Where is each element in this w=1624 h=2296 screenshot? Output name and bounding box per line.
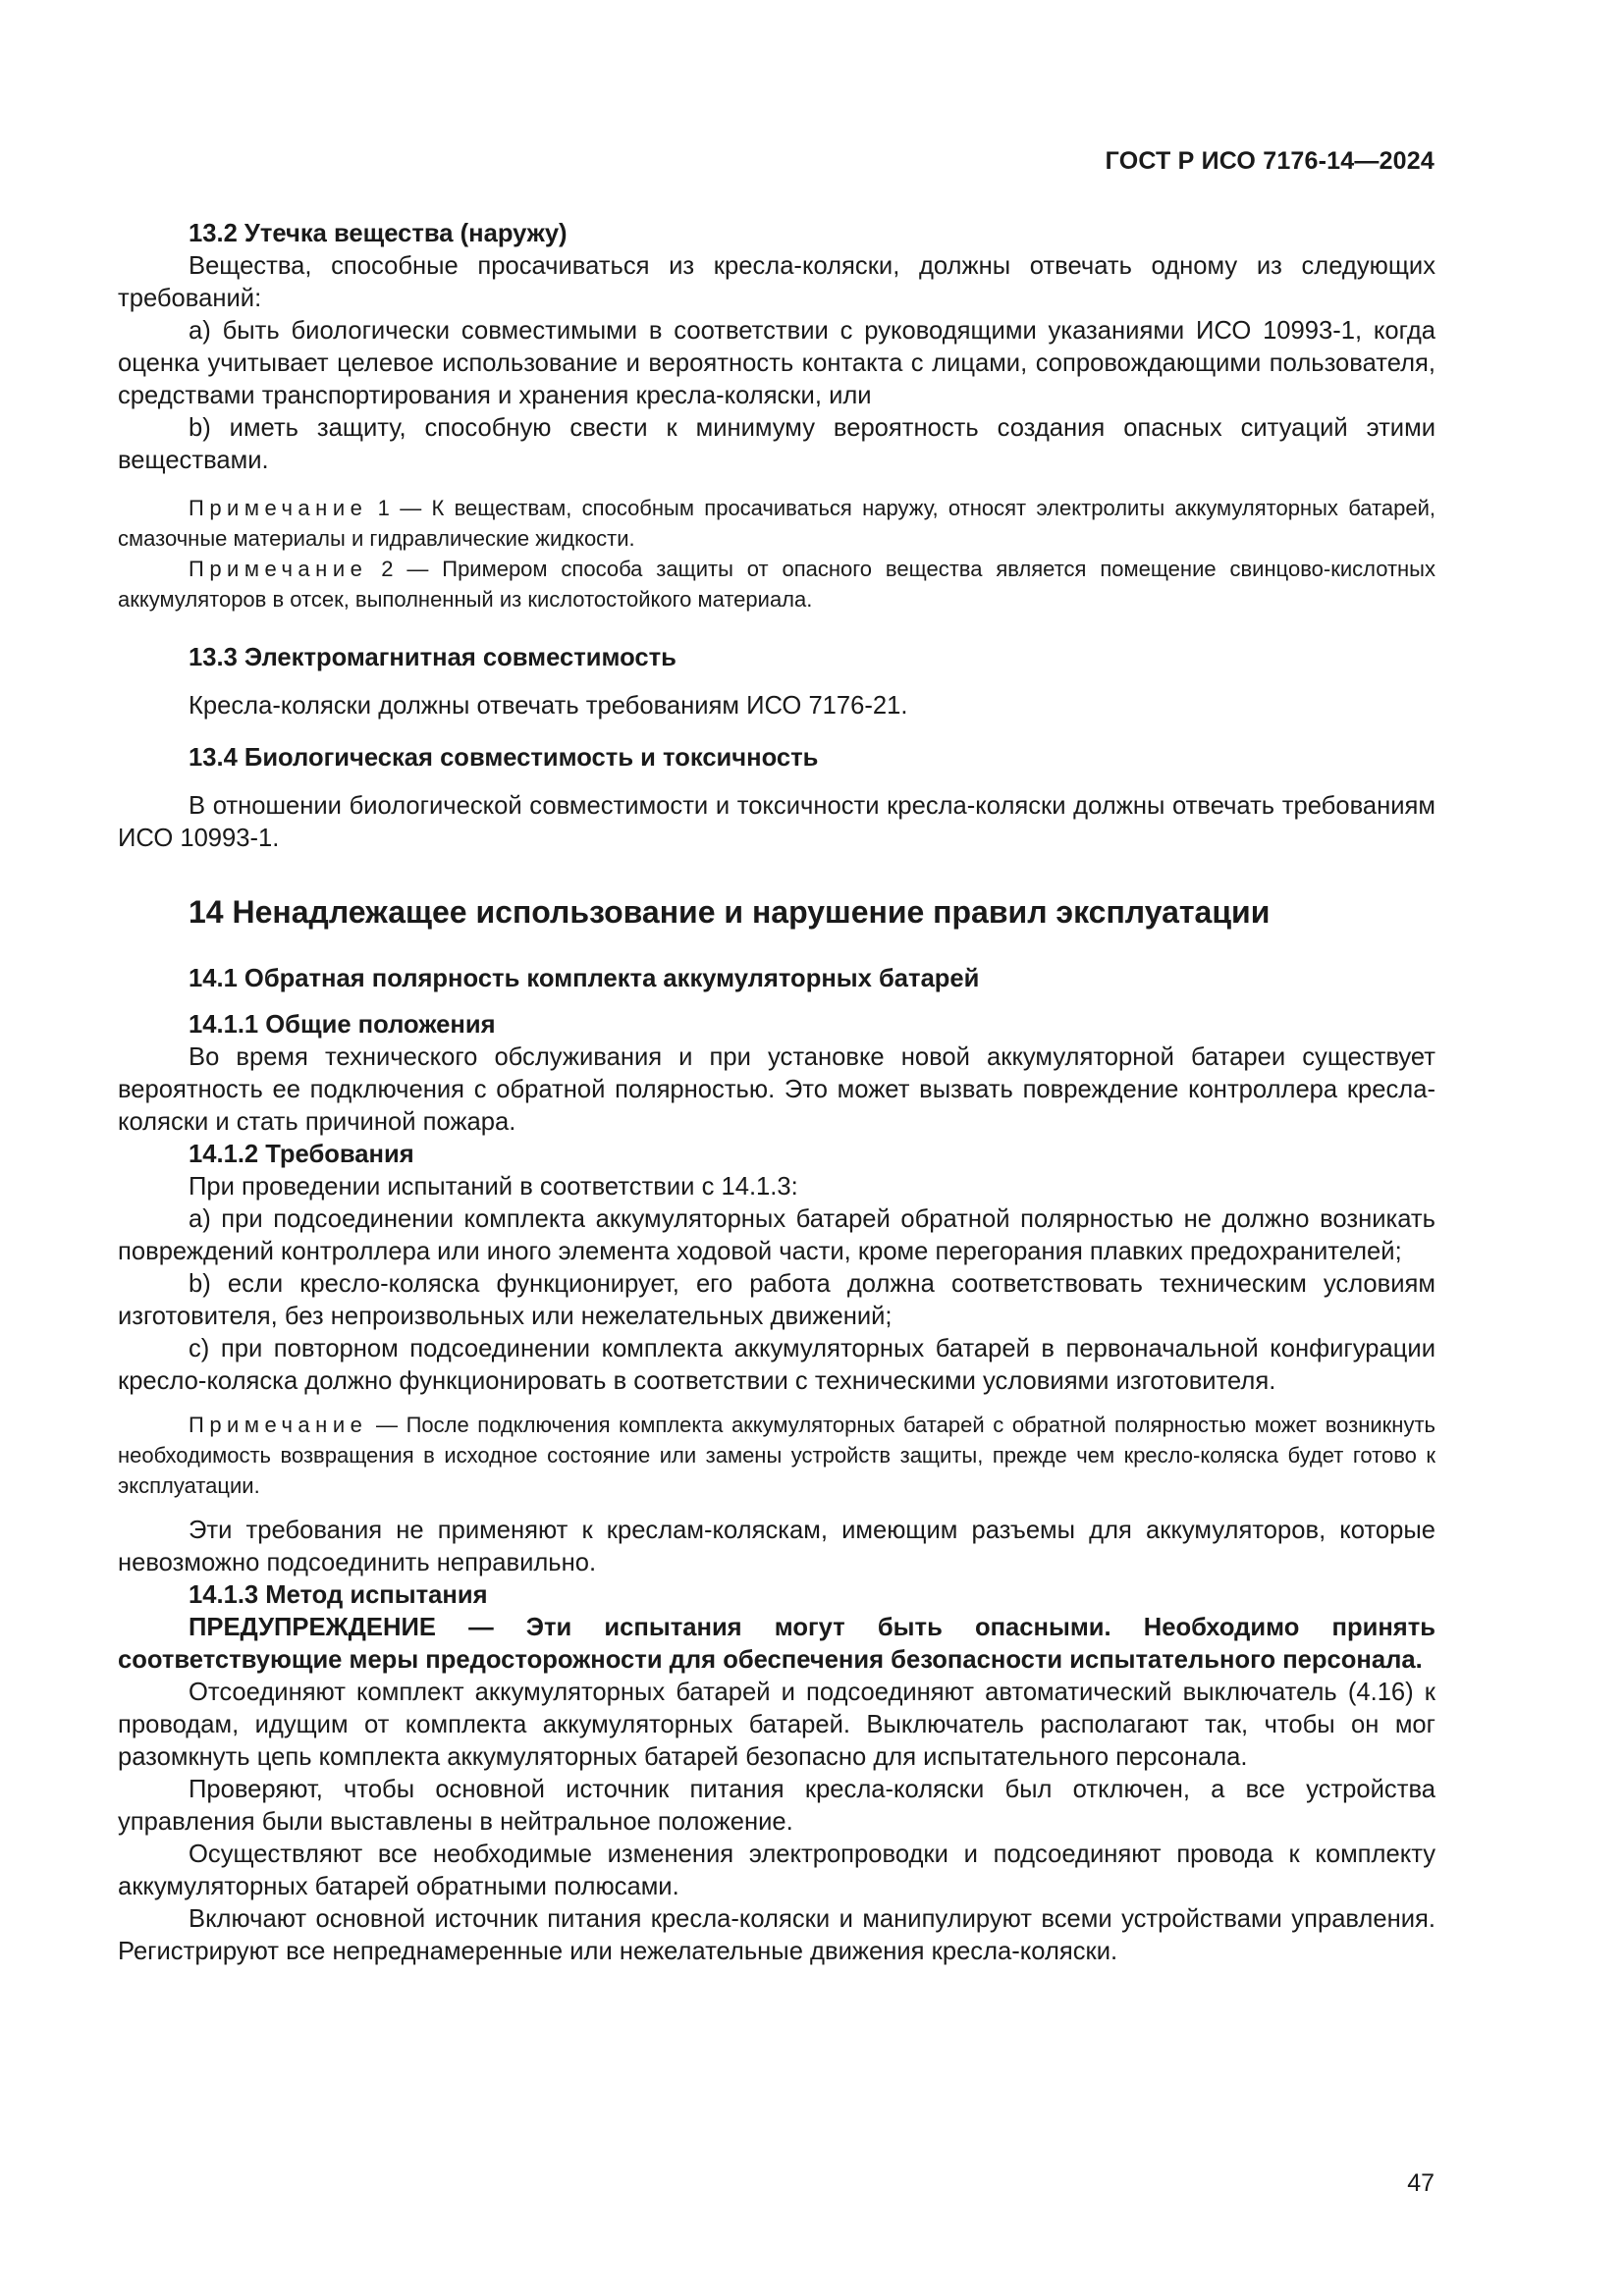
section-14-1-1-heading: 14.1.1 Общие положения bbox=[189, 1011, 496, 1039]
test-step-2: Проверяют, чтобы основной источник питания кресла-коляски был отключен, а все устройства управления были выставлены в нейтральное положение. bbox=[118, 1776, 1435, 1836]
section-13-2-item-b: b) иметь защиту, способную свести к минимуму вероятность создания опасных ситуаций этими веществами. bbox=[118, 414, 1435, 474]
section-14-1-heading: 14.1 Обратная полярность комплекта аккумуляторных батарей bbox=[189, 965, 980, 992]
section-13-2-note-1 bbox=[118, 493, 1435, 554]
warning-text: ПРЕДУПРЕЖДЕНИЕ — Эти испытания могут быть опасными. Необходимо принять соответствующие меры предосторожности для обеспечения безопасности испытательного персонала. bbox=[118, 1614, 1435, 1674]
note-label: Примечание bbox=[189, 1413, 368, 1437]
section-14-1-2-heading: 14.1.2 Требования bbox=[189, 1141, 414, 1168]
note-text: 2 — Примером способа защиты от опасного вещества является помещение свинцово-кислотных аккумуляторов в отсек, выполненный из кислотостойкого материала. bbox=[118, 557, 1435, 612]
section-13-2-heading: 13.2 Утечка вещества (наружу) bbox=[189, 220, 568, 247]
document-body bbox=[118, 218, 1435, 1968]
test-step-3: Осуществляют все необходимые изменения электропроводки и подсоединяют провода к комплекту аккумуляторных батарей обратными полюсами. bbox=[118, 1841, 1435, 1900]
section-13-3-heading: 13.3 Электромагнитная совместимость bbox=[189, 644, 677, 671]
section-14-1-2-item-a: a) при подсоединении комплекта аккумуляторных батарей обратной полярностью не должно возникать повреждений контроллера или иного элемента ходовой части, кроме перегорания плавких предохранителей; bbox=[118, 1205, 1435, 1265]
section-14-1-3-heading: 14.1.3 Метод испытания bbox=[189, 1581, 488, 1609]
page-number: 47 bbox=[1407, 2169, 1435, 2197]
note-label: Примечание bbox=[189, 496, 368, 520]
section-14-1-2-intro: При проведении испытаний в соответствии с 14.1.3: bbox=[189, 1173, 798, 1201]
section-14-1-2-item-b: b) если кресло-коляска функционирует, его работа должна соответствовать техническим условиям изготовителя, без непроизвольных или нежелательных движений; bbox=[118, 1270, 1435, 1330]
section-13-3-text: Кресла-коляски должны отвечать требованиям ИСО 7176-21. bbox=[189, 692, 908, 720]
section-14-1-2-note bbox=[118, 1410, 1435, 1501]
section-14-1-1-text: Во время технического обслуживания и при установке новой аккумуляторной батареи существует вероятность ее подключения с обратной полярностью. Это может вызвать повреждение контроллера кресла-коляски и стать причиной пожара. bbox=[118, 1043, 1435, 1136]
note-text: 1 — К веществам, способным просачиваться наружу, относят электролиты аккумуляторных батарей, смазочные материалы и гидравлические жидкости. bbox=[118, 496, 1435, 551]
section-13-2-note-2 bbox=[118, 554, 1435, 614]
section-13-4-text: В отношении биологической совместимости и токсичности кресла-коляски должны отвечать требованиям ИСО 10993-1. bbox=[118, 792, 1435, 852]
section-14-1-2-extra: Эти требования не применяют к креслам-коляскам, имеющим разъемы для аккумуляторов, которые невозможно подсоединить неправильно. bbox=[118, 1517, 1435, 1576]
test-step-1: Отсоединяют комплект аккумуляторных батарей и подсоединяют автоматический выключатель (4.16) к проводам, идущим от комплекта аккумуляторных батарей. Выключатель располагают так, чтобы он мог разомкнуть цепь комплекта аккумуляторных батарей безопасно для испытательного персонала. bbox=[118, 1679, 1435, 1771]
test-step-4: Включают основной источник питания кресла-коляски и манипулируют всеми устройствами управления. Регистрируют все непреднамеренные или нежелательные движения кресла-коляски. bbox=[118, 1905, 1435, 1965]
note-label: Примечание bbox=[189, 557, 368, 581]
document-header: ГОСТ Р ИСО 7176-14—2024 bbox=[1105, 147, 1435, 175]
section-14-1-2-item-c: c) при повторном подсоединении комплекта аккумуляторных батарей в первоначальной конфигурации кресло-коляска должно функционировать в соответствии с техническими условиями изготовителя. bbox=[118, 1335, 1435, 1395]
section-13-2-item-a: a) быть биологически совместимыми в соответствии с руководящими указаниями ИСО 10993-1, когда оценка учитывает целевое использование и вероятность контакта с лицами, сопровождающими пользователя, средствами транспортирования и хранения кресла-коляски, или bbox=[118, 317, 1435, 409]
section-13-4-heading: 13.4 Биологическая совместимость и токсичность bbox=[189, 744, 819, 772]
section-13-2-intro: Вещества, способные просачиваться из кресла-коляски, должны отвечать одному из следующих требований: bbox=[118, 252, 1435, 312]
note-text: — После подключения комплекта аккумуляторных батарей с обратной полярностью может возникнуть необходимость возвращения в исходное состояние или замены устройств защиты, прежде чем кресло-коляска будет готово к эксплуатации. bbox=[118, 1413, 1435, 1498]
section-14-heading: 14 Ненадлежащее использование и нарушение правил эксплуатации bbox=[189, 894, 1271, 930]
